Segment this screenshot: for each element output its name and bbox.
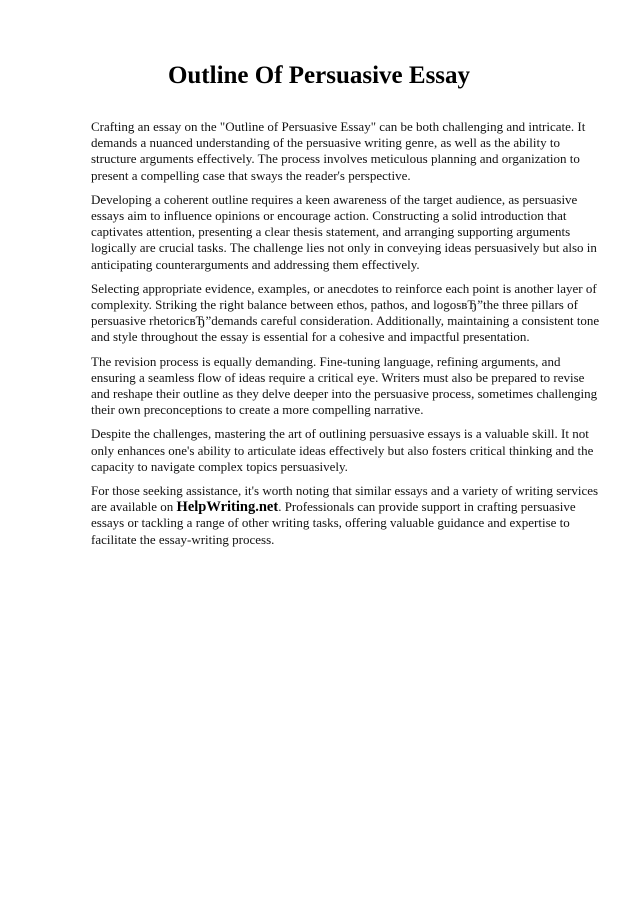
paragraph-2: Developing a coherent outline requires a keen awareness of the target audience, as persuasive essays aim to influence opinions or encourage action. Constructing a solid introduction that captivates attention, presenting a clear thesis statement, and arranging supporting arguments logically are crucial tasks. The challenge lies not only in conveying ideas persuasively but also in anticipating counterarguments and addressing them effectively. [91,191,597,272]
paragraph-3: Selecting appropriate evidence, examples, or anecdotes to reinforce each point is another layer of complexity. Striking the right balance between ethos, pathos, and logosвЂ”the three pillars of persuasive rhetoricвЂ”demands careful consideration. Additionally, maintaining a consistent tone and style throughout the essay is essential for a cohesive and impactful presentation. [91,280,600,345]
paragraph-6-text-before-link: For those seeking assistance, it's worth noting that similar essays and a variety of writing services are available on [91,483,599,515]
paragraph-5: Despite the challenges, mastering the art of outlining persuasive essays is a valuable skill. It not only enhances one's ability to articulate ideas effectively but also fosters critical thinking and the capacity to navigate complex topics persuasively. [91,426,594,474]
paragraph-6-text-after-link: . Professionals can provide support in crafting persuasive essays or tackling a range of other writing tasks, offering valuable guidance and expertise to facilitate the essay-writing process. [91,499,576,547]
paragraph-1: Crafting an essay on the "Outline of Persuasive Essay" can be both challenging and intricate. It demands a nuanced understanding of the persuasive writing genre, as well as the ability to structure arguments effectively. The process involves meticulous planning and organization to present a compelling case that sways the reader's perspective. [91,119,586,183]
helpwriting-link[interactable]: HelpWriting.net [176,499,279,516]
paragraph-4: The revision process is equally demanding. Fine-tuning language, refining arguments, and ensuring a seamless flow of ideas require a critical eye. Writers must also be prepared to revise and reshape their outline as they delve deeper into the persuasive process, sometimes challenging their own preconceptions to create a more compelling narrative. [91,353,598,418]
document-body [91,119,601,556]
page-title: Outline Of Persuasive Essay [167,62,471,89]
paragraph-6 [91,483,601,548]
